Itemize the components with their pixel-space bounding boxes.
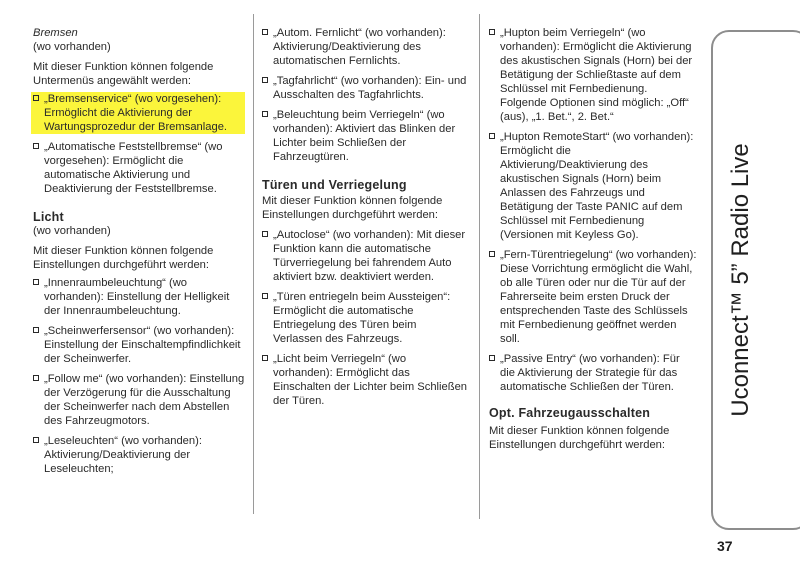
column-right xyxy=(489,18,697,456)
column-divider xyxy=(479,14,480,519)
list-item-tueren-entriegeln xyxy=(262,290,468,346)
list-item-text: „Automatische Feststellbremse“ (wo vorgesehen): Ermöglicht die automatische Aktivierung und Deaktivierung der Feststellbremse. xyxy=(44,141,223,195)
list-item-text: „Licht beim Verriegeln“ (wo vorhanden): Ermöglicht das Einschalten der Lichter beim Schließen der Türen. xyxy=(273,353,468,407)
list-item-leseleuchten xyxy=(33,434,245,476)
list-item-hupton-remotestart xyxy=(489,130,697,242)
licht-intro: Mit dieser Funktion können folgende Einstellungen durchgeführt werden: xyxy=(33,245,214,271)
list-item-autom-fernlicht xyxy=(262,26,468,68)
checkbox-bullet-icon xyxy=(33,143,39,149)
bremsen-intro: Mit dieser Funktion können folgende Untermenüs angewählt werden: xyxy=(33,61,214,87)
checkbox-bullet-icon xyxy=(489,251,495,257)
checkbox-bullet-icon xyxy=(489,29,495,35)
list-item-text: „Türen entriegeln beim Aussteigen“: Ermöglicht die automatische Entriegelung des Türen beim Verlassen des Fahrzeugs. xyxy=(273,291,451,345)
list-item-text: „Follow me“ (wo vorhanden): Einstellung der Verzögerung für die Ausschaltung der Scheinwerfer nach dem Abstellen des Fahrzeugmotors. xyxy=(44,373,245,427)
list-item-follow-me xyxy=(33,372,245,428)
list-item-text: „Hupton beim Verriegeln“ (wo vorhanden): Ermöglicht die Aktivierung des akustischen Signals (Horn) bei der Betätigung der Schließtaste auf dem Schlüssel mit Fernbedienung. Folgende Optionen sind möglich: „Off“ (aus), „1. Bet.“, 2. Bet.“ xyxy=(500,27,693,123)
checkbox-bullet-icon xyxy=(262,29,268,35)
checkbox-bullet-icon xyxy=(262,231,268,237)
column-middle xyxy=(262,18,468,414)
tueren-intro: Mit dieser Funktion können folgende Einstellungen durchgeführt werden: xyxy=(262,195,443,221)
list-item-feststellbremse xyxy=(33,140,245,196)
list-item-text: „Bremsenservice“ (wo vorgesehen): Ermöglicht die Aktivierung der Wartungsprozedur der Bremsanlage. xyxy=(44,93,228,133)
opt-intro: Mit dieser Funktion können folgende Einstellungen durchgeführt werden: xyxy=(489,425,670,451)
chapter-tab xyxy=(711,30,800,530)
list-item-beleuchtung-verriegeln xyxy=(262,108,468,164)
list-item-fern-tuerentriegelung xyxy=(489,248,697,346)
checkbox-bullet-icon xyxy=(33,327,39,333)
checkbox-bullet-icon xyxy=(262,293,268,299)
list-item-passive-entry xyxy=(489,352,697,394)
page-number: 37 xyxy=(717,538,733,554)
list-item-scheinwerfersensor xyxy=(33,324,245,366)
list-item-text: „Scheinwerfersensor“ (wo vorhanden): Einstellung der Einschaltempfindlichkeit der Scheinwerfer. xyxy=(44,325,241,365)
chapter-tab-title: Uconnect™ 5” Radio Live xyxy=(727,143,754,417)
list-item-licht-verriegeln xyxy=(262,352,468,408)
tueren-heading: Türen und Verriegelung xyxy=(262,178,407,192)
column-left xyxy=(33,18,245,482)
list-item-text: „Tagfahrlicht“ (wo vorhanden): Ein- und Ausschalten des Tagfahrlichts. xyxy=(273,75,467,101)
opt-heading: Opt. Fahrzeugausschalten xyxy=(489,406,651,420)
checkbox-bullet-icon xyxy=(262,355,268,361)
checkbox-bullet-icon xyxy=(33,279,39,285)
list-item-text: „Leseleuchten“ (wo vorhanden): Aktivierung/Deaktivierung der Leseleuchten; xyxy=(44,435,202,475)
list-item-bremsenservice xyxy=(31,92,245,134)
checkbox-bullet-icon xyxy=(489,133,495,139)
list-item-text: „Autom. Fernlicht“ (wo vorhanden): Aktivierung/Deaktivierung des automatischen Fernlichts. xyxy=(273,27,446,67)
list-item-text: „Fern-Türentriegelung“ (wo vorhanden): Diese Vorrichtung ermöglicht die Wahl, ob alle Türen oder nur die Tür auf der Fahrerseite beim ersten Druck der entsprechenden Taste des Schlüssels mit Fernbedienung geöffnet werden soll. xyxy=(500,249,697,345)
list-item-text: „Passive Entry“ (wo vorhanden): Für die Aktivierung der Strategie für das automatische Schließen der Türen. xyxy=(500,353,680,393)
list-item-innenraumbeleuchtung xyxy=(33,276,245,318)
checkbox-bullet-icon xyxy=(489,355,495,361)
list-item-text: „Hupton RemoteStart“ (wo vorhanden): Ermöglicht die Aktivierung/Deaktivierung des akustischen Signals (Horn) beim Anlassen des Fahrzeugs und Betätigung der Taste PANIC auf dem Schlüssel mit Fernbedienung (Versionen mit Keyless Go). xyxy=(500,131,694,241)
list-item-text: „Innenraumbeleuchtung“ (wo vorhanden): Einstellung der Helligkeit der Innenraumbeleuchtung. xyxy=(44,277,230,317)
list-item-tagfahrlicht xyxy=(262,74,468,102)
checkbox-bullet-icon xyxy=(262,77,268,83)
list-item-text: „Beleuchtung beim Verriegeln“ (wo vorhanden): Aktiviert das Blinken der Lichter beim Schließen der Fahrzeugtüren. xyxy=(273,109,456,163)
bremsen-heading: Bremsen xyxy=(33,27,78,39)
column-divider xyxy=(253,14,254,514)
list-item-hupton-verriegeln xyxy=(489,26,697,124)
checkbox-bullet-icon xyxy=(33,95,39,101)
checkbox-bullet-icon xyxy=(33,437,39,443)
list-item-text: „Autoclose“ (wo vorhanden): Mit dieser Funktion kann die automatische Türverriegelung bei fahrendem Auto aktiviert bzw. deaktiviert werden. xyxy=(273,229,466,283)
checkbox-bullet-icon xyxy=(33,375,39,381)
licht-heading: Licht xyxy=(33,210,64,224)
licht-availability: (wo vorhanden) xyxy=(33,225,111,237)
bremsen-availability: (wo vorhanden) xyxy=(33,41,111,53)
list-item-autoclose xyxy=(262,228,468,284)
checkbox-bullet-icon xyxy=(262,111,268,117)
